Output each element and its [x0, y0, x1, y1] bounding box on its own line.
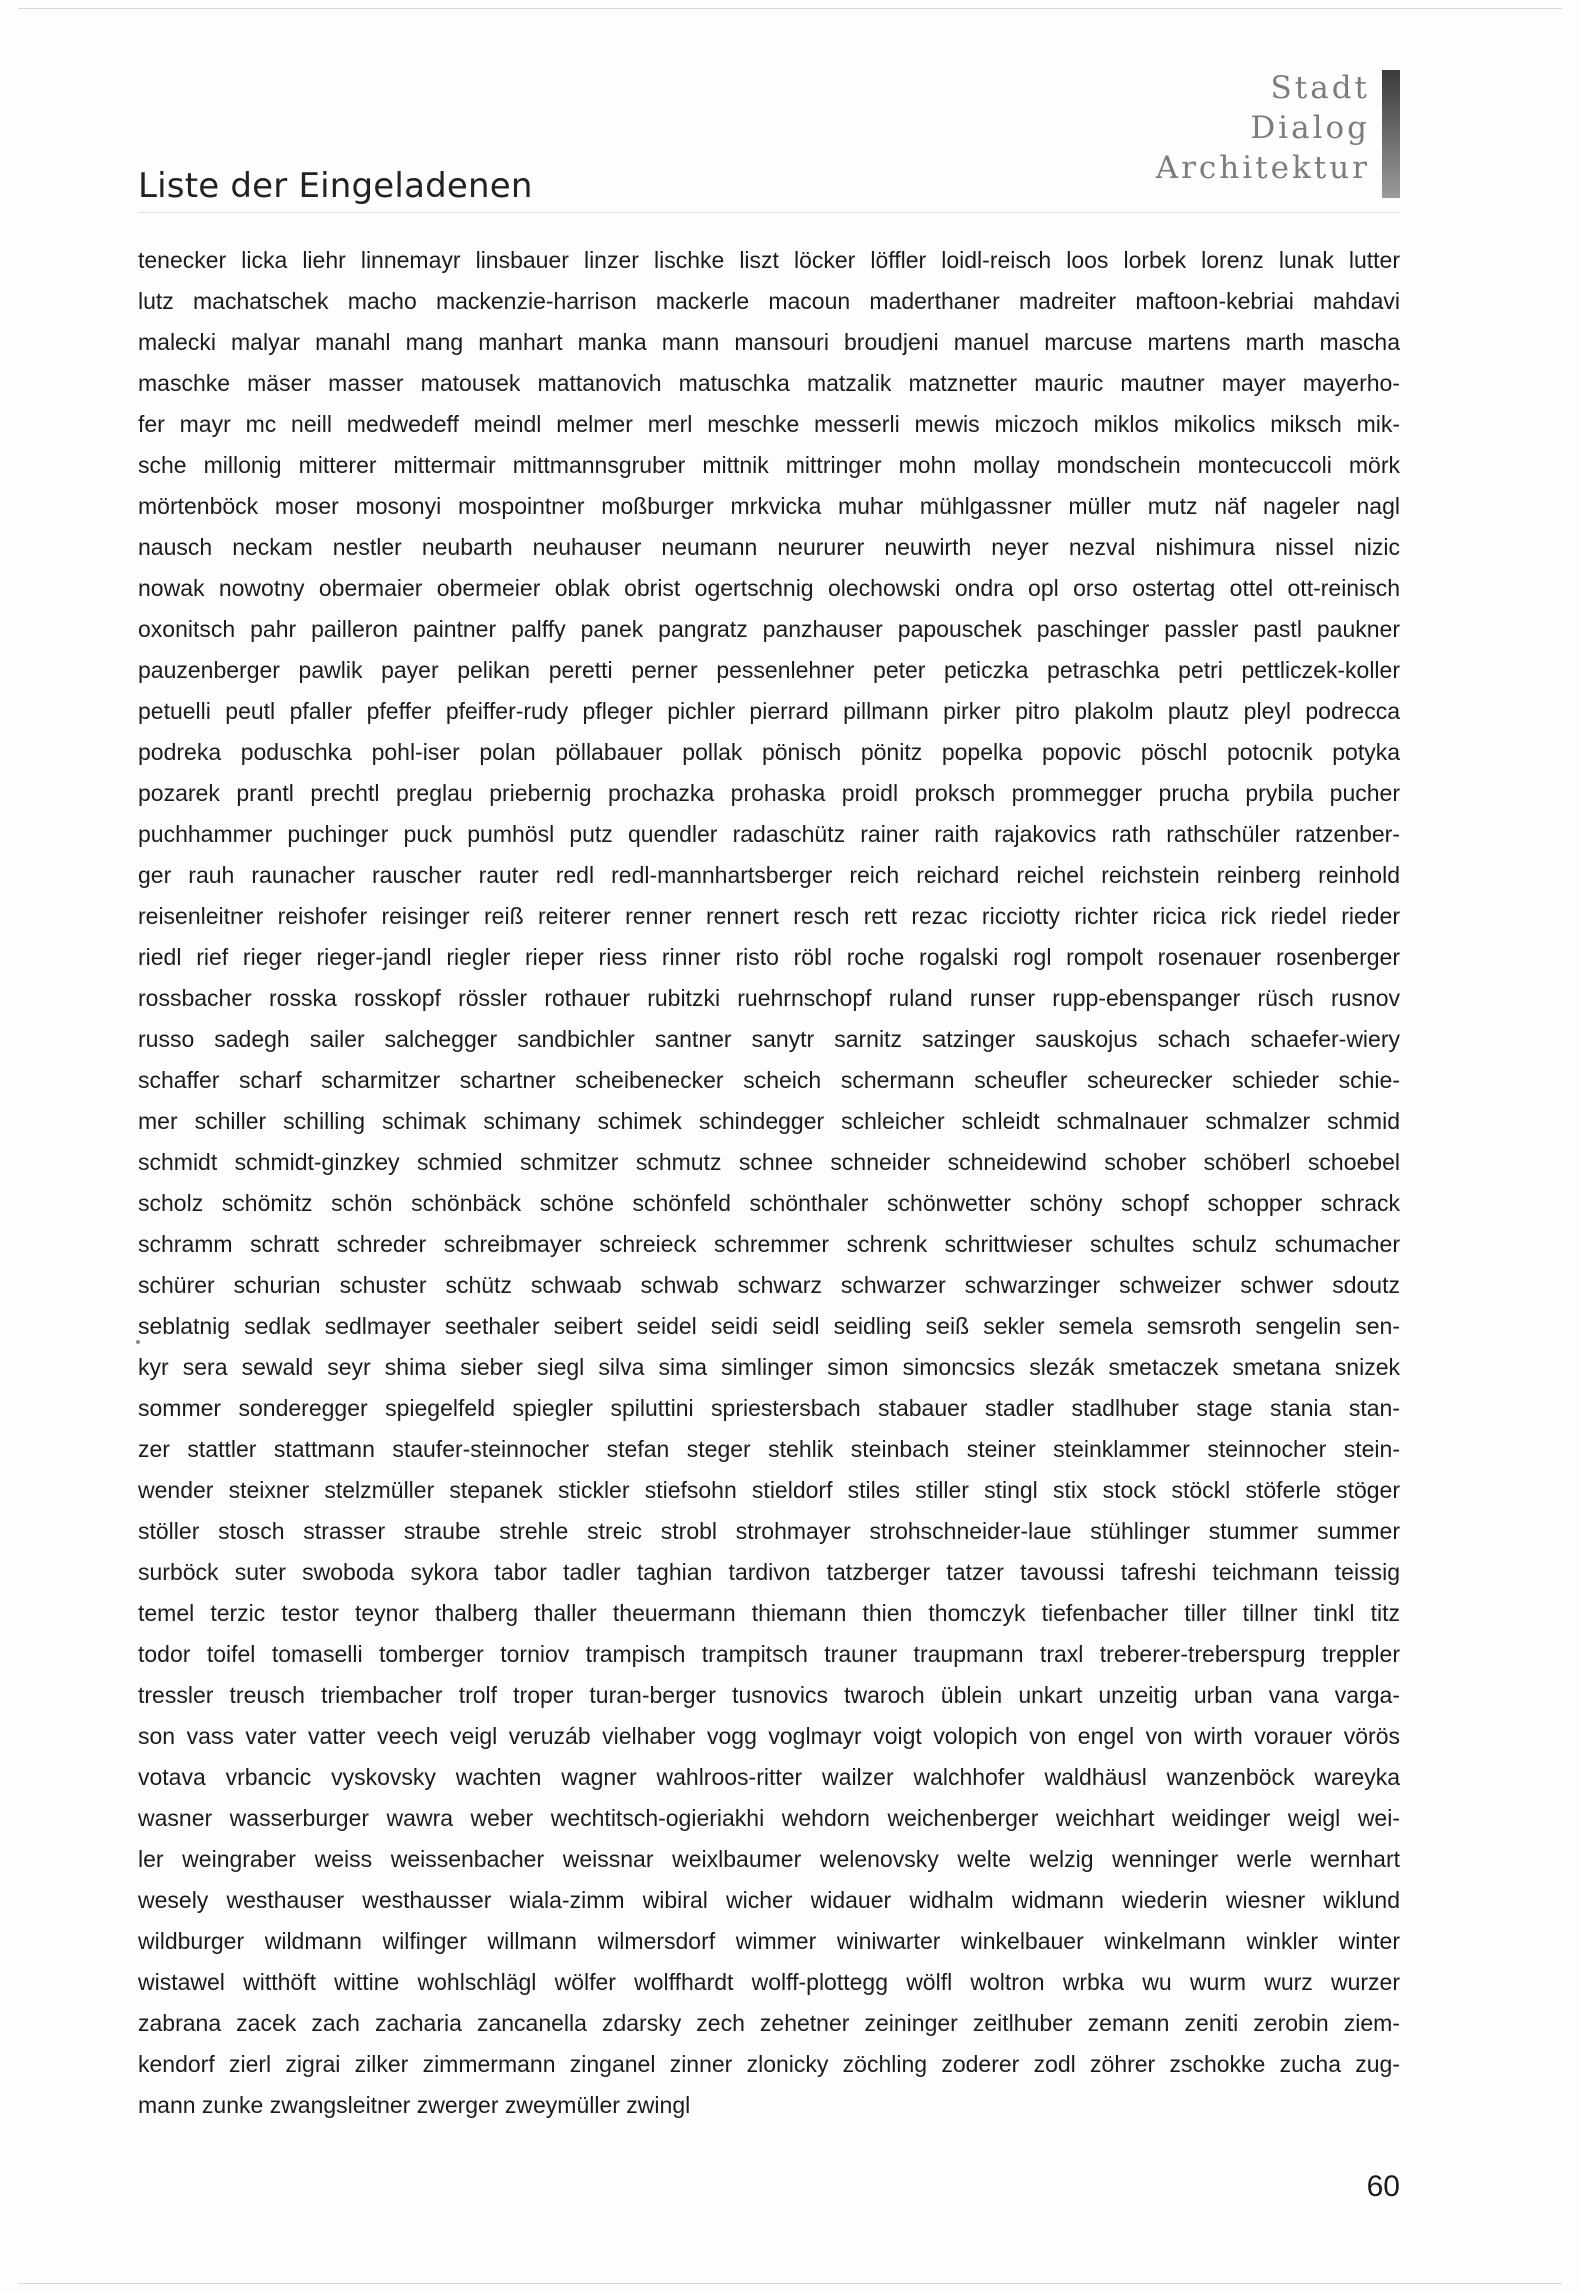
name-list-line: mer schiller schilling schimak schimany schimek schindegger schleicher schleidt schmalnauer schmalzer schmid — [138, 1108, 1400, 1134]
name-list-line: nowak nowotny obermaier obermeier oblak obrist ogertschnig olechowski ondra opl orso ostertag ottel ott-reinisch — [138, 575, 1400, 601]
bottom-border — [18, 2283, 1562, 2284]
logo-line-stadt: Stadt — [1270, 70, 1370, 106]
name-list-line: wesely westhauser westhausser wiala-zimm wibiral wicher widauer widhalm widmann wiederin wiesner wiklund — [138, 1887, 1400, 1913]
name-list-line: russo sadegh sailer salchegger sandbichler santner sanytr sarnitz satzinger sauskojus schach schaefer-wiery — [138, 1026, 1400, 1052]
name-list-line: sommer sonderegger spiegelfeld spiegler spiluttini spriestersbach stabauer stadler stadlhuber stage stania stan- — [138, 1395, 1400, 1421]
name-list-line: petuelli peutl pfaller pfeffer pfeiffer-rudy pfleger pichler pierrard pillmann pirker pitro plakolm plautz pleyl podrecca — [138, 698, 1400, 724]
name-list-line: zabrana zacek zach zacharia zancanella zdarsky zech zehetner zeininger zeitlhuber zemann zeniti zerobin ziem- — [138, 2010, 1400, 2036]
name-list-line: fer mayr mc neill medwedeff meindl melmer merl meschke messerli mewis miczoch miklos mikolics miksch mik- — [138, 411, 1400, 437]
name-list-line: scholz schömitz schön schönbäck schöne schönfeld schönthaler schönwetter schöny schopf schopper schrack — [138, 1190, 1400, 1216]
name-list-line: reisenleitner reishofer reisinger reiß reiterer renner rennert resch rett rezac ricciotty richter ricica rick riedel rieder — [138, 903, 1400, 929]
margin-mark — [136, 1340, 140, 1344]
name-list-line: lutz machatschek macho mackenzie-harrison mackerle macoun maderthaner madreiter maftoon-kebriai mahdavi — [138, 288, 1400, 314]
name-list-line: schürer schurian schuster schütz schwaab schwab schwarz schwarzer schwarzinger schweizer schwer sdoutz — [138, 1272, 1400, 1298]
name-list-line: votava vrbancic vyskovsky wachten wagner wahlroos-ritter wailzer walchhofer waldhäusl wanzenböck wareyka — [138, 1764, 1400, 1790]
name-list-line: podreka poduschka pohl-iser polan pöllabauer pollak pönisch pönitz popelka popovic pöschl potocnik potyka — [138, 739, 1400, 765]
invitee-name-list — [138, 240, 1400, 2126]
name-list-line: nausch neckam nestler neubarth neuhauser neumann neururer neuwirth neyer nezval nishimura nissel nizic — [138, 534, 1400, 560]
name-list-line: wasner wasserburger wawra weber wechtitsch-ogieriakhi wehdorn weichenberger weichhart weidinger weigl wei- — [138, 1805, 1400, 1831]
name-list-line: sche millonig mitterer mittermair mittmannsgruber mittnik mittringer mohn mollay mondschein montecuccoli mörk — [138, 452, 1400, 478]
top-border — [18, 8, 1562, 9]
name-list-line: rossbacher rosska rosskopf rössler rothauer rubitzki ruehrnschopf ruland runser rupp-ebenspanger rüsch rusnov — [138, 985, 1400, 1011]
name-list-line: tressler treusch triembacher trolf troper turan-berger tusnovics twaroch üblein unkart unzeitig urban vana varga- — [138, 1682, 1400, 1708]
name-list-line: ler weingraber weiss weissenbacher weissnar weixlbaumer welenovsky welte welzig wenninger werle wernhart — [138, 1846, 1400, 1872]
name-list-line: temel terzic testor teynor thalberg thaller theuermann thiemann thien thomczyk tiefenbacher tiller tillner tinkl titz — [138, 1600, 1400, 1626]
name-list-line: malecki malyar manahl mang manhart manka mann mansouri broudjeni manuel marcuse martens marth mascha — [138, 329, 1400, 355]
name-list-line: wender steixner stelzmüller stepanek stickler stiefsohn stieldorf stiles stiller stingl stix stock stöckl stöferle stöger — [138, 1477, 1400, 1503]
name-list-line: todor toifel tomaselli tomberger torniov trampisch trampitsch trauner traupmann traxl treberer-treberspurg treppler — [138, 1641, 1400, 1667]
name-list-line: puchhammer puchinger puck pumhösl putz quendler radaschütz rainer raith rajakovics rath rathschüler ratzenber- — [138, 821, 1400, 847]
name-list-line: wistawel witthöft wittine wohlschlägl wölfer wolffhardt wolff-plottegg wölfl woltron wrbka wu wurm wurz wurzer — [138, 1969, 1400, 1995]
logo-line-architektur: Architektur — [1155, 150, 1370, 186]
logo-gradient-bar — [1382, 70, 1400, 198]
name-list-line: ger rauh raunacher rauscher rauter redl redl-mannhartsberger reich reichard reichel reichstein reinberg reinhold — [138, 862, 1400, 888]
name-list-line: kendorf zierl zigrai zilker zimmermann zinganel zinner zlonicky zöchling zoderer zodl zöhrer zschokke zucha zug- — [138, 2051, 1400, 2077]
name-list-line: pauzenberger pawlik payer pelikan peretti perner pessenlehner peter peticzka petraschka petri pettliczek-koller — [138, 657, 1400, 683]
page-number: 60 — [1366, 2170, 1400, 2203]
name-list-line: surböck suter swoboda sykora tabor tadler taghian tardivon tatzberger tatzer tavoussi tafreshi teichmann teissig — [138, 1559, 1400, 1585]
name-list-line: son vass vater vatter veech veigl veruzáb vielhaber vogg voglmayr voigt volopich von engel von wirth vorauer vörös — [138, 1723, 1400, 1749]
stadt-dialog-architektur-logo — [1155, 70, 1400, 200]
name-list-line: schmidt schmidt-ginzkey schmied schmitzer schmutz schnee schneider schneidewind schober schöberl schoebel — [138, 1149, 1400, 1175]
name-list-line: schaffer scharf scharmitzer schartner scheibenecker scheich schermann scheufler scheurecker schieder schie- — [138, 1067, 1400, 1093]
name-list-line: zer stattler stattmann staufer-steinnocher stefan steger stehlik steinbach steiner steinklammer steinnocher stein- — [138, 1436, 1400, 1462]
name-list-line: wildburger wildmann wilfinger willmann wilmersdorf wimmer winiwarter winkelbauer winkelmann winkler winter — [138, 1928, 1400, 1954]
name-list-line: tenecker licka liehr linnemayr linsbauer linzer lischke liszt löcker löffler loidl-reisch loos lorbek lorenz lunak lutter — [138, 247, 1400, 273]
name-list-line: stöller stosch strasser straube strehle streic strobl strohmayer strohschneider-laue stühlinger stummer summer — [138, 1518, 1400, 1544]
logo-line-dialog: Dialog — [1250, 110, 1370, 146]
name-list-line: mann zunke zwangsleitner zwerger zweymüller zwingl — [138, 2092, 691, 2118]
header-divider — [138, 212, 1400, 213]
name-list-line: oxonitsch pahr pailleron paintner palffy panek pangratz panzhauser papouschek paschinger passler pastl paukner — [138, 616, 1400, 642]
name-list-line: mörtenböck moser mosonyi mospointner moßburger mrkvicka muhar mühlgassner müller mutz näf nageler nagl — [138, 493, 1400, 519]
name-list-line: pozarek prantl prechtl preglau priebernig prochazka prohaska proidl proksch prommegger prucha prybila pucher — [138, 780, 1400, 806]
name-list-line: riedl rief rieger rieger-jandl riegler rieper riess rinner risto röbl roche rogalski rogl rompolt rosenauer rosenberger — [138, 944, 1400, 970]
name-list-line: kyr sera sewald seyr shima sieber siegl silva sima simlinger simon simoncsics slezák smetaczek smetana snizek — [138, 1354, 1400, 1380]
name-list-line: schramm schratt schreder schreibmayer schreieck schremmer schrenk schrittwieser schultes schulz schumacher — [138, 1231, 1400, 1257]
page-title: Liste der Eingeladenen — [138, 166, 533, 206]
name-list-line: seblatnig sedlak sedlmayer seethaler seibert seidel seidi seidl seidling seiß sekler semela semsroth sengelin sen- — [138, 1313, 1400, 1339]
name-list-line: maschke mäser masser matousek mattanovich matuschka matzalik matznetter mauric mautner mayer mayerho- — [138, 370, 1400, 396]
